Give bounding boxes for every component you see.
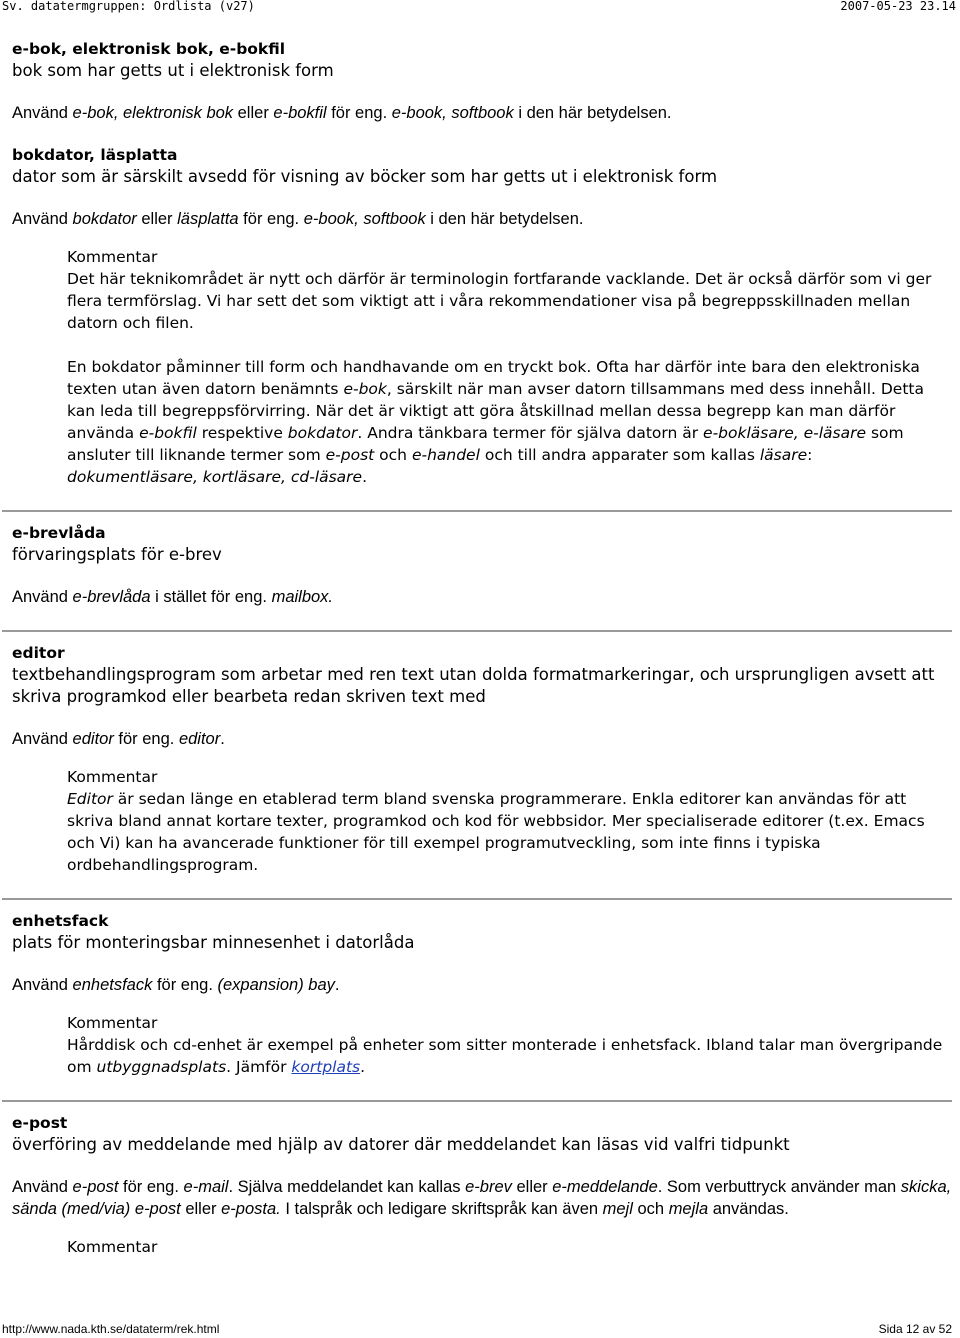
entry-definition: överföring av meddelande med hjälp av datorer där meddelandet kan läsas vid valfri tidpunkt [12, 1135, 790, 1154]
comment-paragraph: En bokdator påminner till form och handhavande om en tryckt bok. Ofta har därför inte bara den elektroniska texten utan även datorn benämnts e-bok, särskilt när man avser datorn tillsammans med dess innehåll. Detta kan leda till begreppsförvirring. När det är viktigt att göra åtskillnad mellan dessa begrepp kan man därför använda e-bokfil respektive bokdator. Andra tänkbara termer för själva datorn är e-bokläsare, e-läsare som ansluter till liknande termer som e-post och e-handel och till andra apparater som kallas läsare: dokumentläsare, kortläsare, cd-läsare. [67, 358, 924, 486]
comment-label: Kommentar [67, 248, 158, 266]
entry-bokdator [12, 144, 952, 488]
entry-usage: Använd e-post för eng. e-mail. Själva meddelandet kan kallas e-brev eller e-meddelande. Som verbuttryck använder man skicka, sända (med/via) e-post eller e-posta. I talspråk och ledigare skriftspråk kan även mejl och mejla användas. [12, 1178, 952, 1218]
entry-divider [2, 510, 952, 512]
entry-comment [67, 766, 947, 876]
entry-usage: Använd e-bok, elektronisk bok eller e-bokfil för eng. e-book, softbook i den här betydelsen. [12, 104, 672, 122]
entry-comment [67, 1012, 947, 1078]
comment-paragraph: Hårddisk och cd-enhet är exempel på enheter som sitter monterade i enhetsfack. Ibland talar man övergripande om utbyggnadsplats. Jämför kortplats. [67, 1036, 943, 1076]
entry-usage: Använd enhetsfack för eng. (expansion) bay. [12, 976, 340, 994]
entry-term: e-brevlåda [12, 524, 106, 542]
entry-definition: bok som har getts ut i elektronisk form [12, 61, 334, 80]
entry-term: bokdator, läsplatta [12, 146, 178, 164]
entry-e-post [12, 1112, 952, 1258]
page-header [0, 0, 960, 14]
page-number: Sida 12 av 52 [878, 1322, 952, 1336]
comment-label: Kommentar [67, 1238, 158, 1256]
entry-term: editor [12, 644, 65, 662]
entry-term: e-bok, elektronisk bok, e-bokfil [12, 40, 286, 58]
entry-usage: Använd editor för eng. editor. [12, 730, 225, 748]
entry-usage: Använd bokdator eller läsplatta för eng. e-book, softbook i den här betydelsen. [12, 210, 584, 228]
entry-divider [2, 898, 952, 900]
glossary-content [12, 38, 952, 1258]
kortplats-link[interactable]: kortplats [291, 1058, 361, 1076]
source-url: http://www.nada.kth.se/dataterm/rek.html [2, 1322, 220, 1336]
entry-definition: textbehandlingsprogram som arbetar med ren text utan dolda formatmarkeringar, och ursprungligen avsett att skriva programkod eller bearbeta redan skriven text med [12, 665, 935, 706]
entry-definition: dator som är särskilt avsedd för visning av böcker som har getts ut i elektronisk form [12, 167, 718, 186]
comment-paragraph: Det här teknikområdet är nytt och därför är terminologin fortfarande vacklande. Det är också därför som vi ger flera termförslag. Vi har sett det som viktigt att i våra rekommendationer visa på begreppsskillnaden mellan datorn och filen. [67, 270, 932, 332]
entry-usage: Använd e-brevlåda i stället för eng. mailbox. [12, 588, 334, 606]
print-timestamp: 2007-05-23 23.14 [840, 0, 956, 13]
entry-term: enhetsfack [12, 912, 109, 930]
entry-term: e-post [12, 1114, 68, 1132]
entry-comment [67, 1236, 947, 1258]
entry-definition: plats för monteringsbar minnesenhet i datorlåda [12, 933, 415, 952]
entry-divider [2, 630, 952, 632]
entry-divider [2, 1100, 952, 1102]
entry-comment [67, 246, 947, 488]
comment-label: Kommentar [67, 1014, 158, 1032]
entry-editor [12, 642, 952, 876]
entry-enhetsfack [12, 910, 952, 1078]
entry-e-brevlada [12, 522, 952, 608]
comment-paragraph: Editor är sedan länge en etablerad term bland svenska programmerare. Enkla editorer kan användas för att skriva bland annat kortare texter, programkod och kod för webbsidor. Mer specialiserade editorer (t.ex. Emacs och Vi) kan ha avancerade funktioner för till exempel programutveckling, som inte finns i typiska ordbehandlingsprogram. [67, 790, 925, 874]
entry-definition: förvaringsplats för e-brev [12, 545, 222, 564]
page-footer [0, 1322, 960, 1336]
comment-label: Kommentar [67, 768, 158, 786]
document-title: Sv. datatermgruppen: Ordlista (v27) [2, 0, 255, 13]
entry-e-bok [12, 38, 952, 124]
